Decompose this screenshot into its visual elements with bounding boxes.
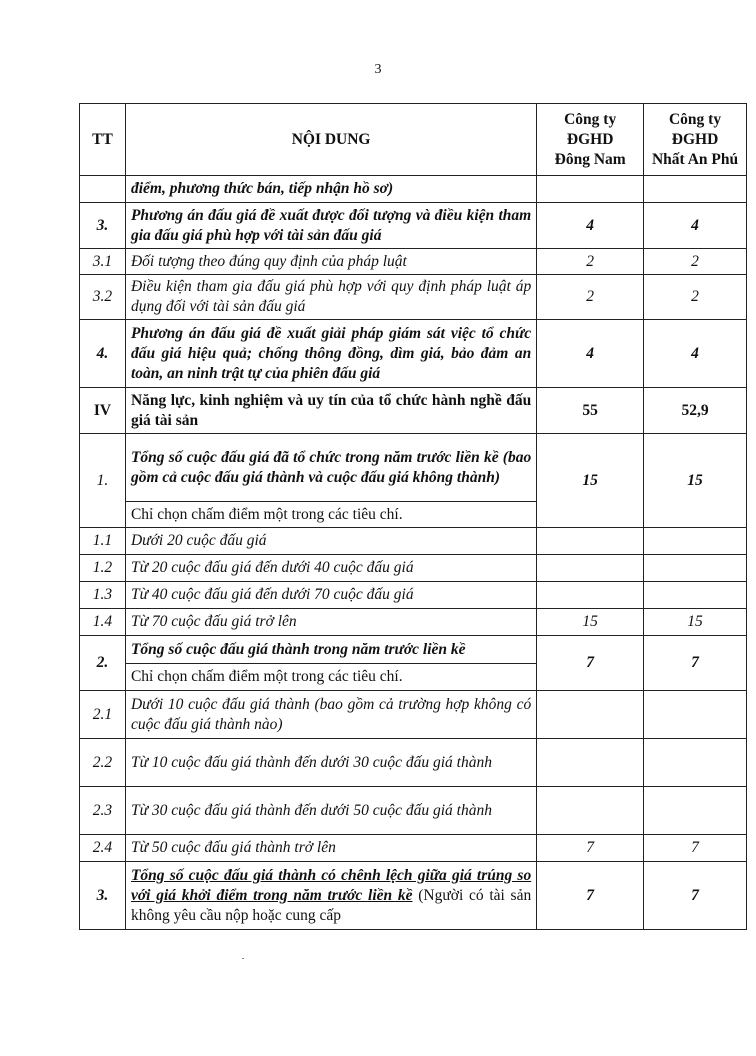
row-content-note: Chỉ chọn chấm điểm một trong các tiêu chí. xyxy=(125,664,536,691)
row-score-b: 2 xyxy=(644,249,747,275)
row-content: Từ 50 cuộc đấu giá thành trở lên xyxy=(125,835,536,862)
table-row xyxy=(80,691,747,739)
row-tt: 4. xyxy=(80,320,126,388)
header-company-b-line2: ĐGHD xyxy=(671,130,719,148)
table-row xyxy=(80,275,747,320)
row-score-a: 4 xyxy=(537,320,644,388)
row-tt: 3.1 xyxy=(80,249,126,275)
table-row xyxy=(80,320,747,388)
row-score-a xyxy=(537,739,644,787)
table-row xyxy=(80,203,747,249)
row-score-b xyxy=(644,582,747,609)
row-score-b: 2 xyxy=(644,275,747,320)
row-tt: 3. xyxy=(80,203,126,249)
row-tt: 2.3 xyxy=(80,787,126,835)
row-score-a: 7 xyxy=(537,636,644,691)
row-score-b: 4 xyxy=(644,320,747,388)
header-company-a-line3: Đông Nam xyxy=(554,150,626,168)
table-row xyxy=(80,787,747,835)
row-score-b xyxy=(644,528,747,555)
row-content: Từ 10 cuộc đấu giá thành đến dưới 30 cuộc đấu giá thành xyxy=(125,739,536,787)
table-row xyxy=(80,835,747,862)
row-tt: 3. xyxy=(80,862,126,930)
row-content: Tổng số cuộc đấu giá thành trong năm trước liền kề xyxy=(125,636,536,664)
row-tt: 1.3 xyxy=(80,582,126,609)
row-tt: 1.4 xyxy=(80,609,126,636)
row-score-a: 55 xyxy=(537,388,644,434)
table-row xyxy=(80,862,747,930)
row-content: Năng lực, kinh nghiệm và uy tín của tổ chức hành nghề đấu giá tài sản xyxy=(125,388,536,434)
row-score-a xyxy=(537,528,644,555)
row-tt: 3.2 xyxy=(80,275,126,320)
row-content: Từ 30 cuộc đấu giá thành đến dưới 50 cuộc đấu giá thành xyxy=(125,787,536,835)
row-score-b xyxy=(644,176,747,203)
row-content: Đối tượng theo đúng quy định của pháp luật xyxy=(125,249,536,275)
row-score-b xyxy=(644,555,747,582)
row-tt: 2.1 xyxy=(80,691,126,739)
row-tt: 1.2 xyxy=(80,555,126,582)
row-score-a xyxy=(537,176,644,203)
row-score-a: 7 xyxy=(537,835,644,862)
row-score-b xyxy=(644,691,747,739)
row-tt: 2. xyxy=(80,636,126,691)
header-company-a-line2: ĐGHD xyxy=(566,130,614,148)
table-row xyxy=(80,249,747,275)
row-score-b: 52,9 xyxy=(644,388,747,434)
header-tt: TT xyxy=(80,104,126,176)
header-company-a-line1: Công ty xyxy=(564,110,617,128)
row-content-note: Chỉ chọn chấm điểm một trong các tiêu chí. xyxy=(125,502,536,528)
row-content: Từ 70 cuộc đấu giá trở lên xyxy=(125,609,536,636)
row-score-b: 15 xyxy=(644,434,747,528)
row-score-a: 2 xyxy=(537,249,644,275)
row-score-a: 15 xyxy=(537,434,644,528)
table-row xyxy=(80,434,747,502)
header-company-b-line1: Công ty xyxy=(668,110,722,128)
header-content: NỘI DUNG xyxy=(125,104,536,176)
row-score-b: 7 xyxy=(644,862,747,930)
page-number: 3 xyxy=(374,62,382,77)
row-content: Tổng số cuộc đấu giá đã tổ chức trong năm trước liền kề (bao gồm cả cuộc đấu giá thành và cuộc đấu giá không thành) xyxy=(125,434,536,502)
row-tt: 2.2 xyxy=(80,739,126,787)
row-score-a xyxy=(537,555,644,582)
table-row xyxy=(80,582,747,609)
scoring-table xyxy=(79,103,747,930)
row-tt xyxy=(80,176,126,203)
table-row xyxy=(80,739,747,787)
header-company-a xyxy=(537,104,644,176)
row-content xyxy=(125,862,536,930)
row-tt: 2.4 xyxy=(80,835,126,862)
row-tt: 1.1 xyxy=(80,528,126,555)
row-tt: IV xyxy=(80,388,126,434)
table-row xyxy=(80,528,747,555)
row-score-a: 2 xyxy=(537,275,644,320)
row-score-a xyxy=(537,691,644,739)
row-score-a: 15 xyxy=(537,609,644,636)
row-content-tail: (Người có tài sản không yêu cầu nộp hoặc cung cấp xyxy=(130,886,532,924)
row-content: Phương án đấu giá đề xuất được đối tượng và điều kiện tham gia đấu giá phù hợp với tài sản đấu giá xyxy=(125,203,536,249)
row-score-b: 7 xyxy=(644,835,747,862)
row-score-b: 15 xyxy=(644,609,747,636)
header-company-b-line3: Nhất An Phú xyxy=(651,150,739,168)
row-score-a xyxy=(537,787,644,835)
row-score-a: 4 xyxy=(537,203,644,249)
row-score-b: 7 xyxy=(644,636,747,691)
table-header-row xyxy=(80,104,747,176)
row-content: Điều kiện tham gia đấu giá phù hợp với quy định pháp luật áp dụng đối với tài sản đấu giá xyxy=(125,275,536,320)
row-content: Dưới 20 cuộc đấu giá xyxy=(125,528,536,555)
row-content: Từ 40 cuộc đấu giá đến dưới 70 cuộc đấu giá xyxy=(125,582,536,609)
table-row xyxy=(80,636,747,664)
row-content-main: Tổng số cuộc đấu giá thành có chênh lệch giữa giá trúng so với giá khởi điểm trong năm trước liền kề xyxy=(130,866,532,904)
row-content: Dưới 10 cuộc đấu giá thành (bao gồm cả trường hợp không có cuộc đấu giá thành nào) xyxy=(125,691,536,739)
row-content: điểm, phương thức bán, tiếp nhận hồ sơ) xyxy=(125,176,536,203)
table-row xyxy=(80,609,747,636)
row-score-a xyxy=(537,582,644,609)
row-tt: 1. xyxy=(80,434,126,528)
header-company-b xyxy=(644,104,747,176)
row-score-b: 4 xyxy=(644,203,747,249)
row-score-b xyxy=(644,739,747,787)
table-row-section xyxy=(80,388,747,434)
row-score-b xyxy=(644,787,747,835)
table-row xyxy=(80,555,747,582)
table-row xyxy=(80,176,747,203)
scan-mark xyxy=(242,958,244,959)
row-score-a: 7 xyxy=(537,862,644,930)
row-content: Phương án đấu giá đề xuất giải pháp giám sát việc tổ chức đấu giá hiệu quả; chống thông đồng, dìm giá, bảo đảm an toàn, an ninh trật tự của phiên đấu giá xyxy=(125,320,536,388)
row-content: Từ 20 cuộc đấu giá đến dưới 40 cuộc đấu giá xyxy=(125,555,536,582)
